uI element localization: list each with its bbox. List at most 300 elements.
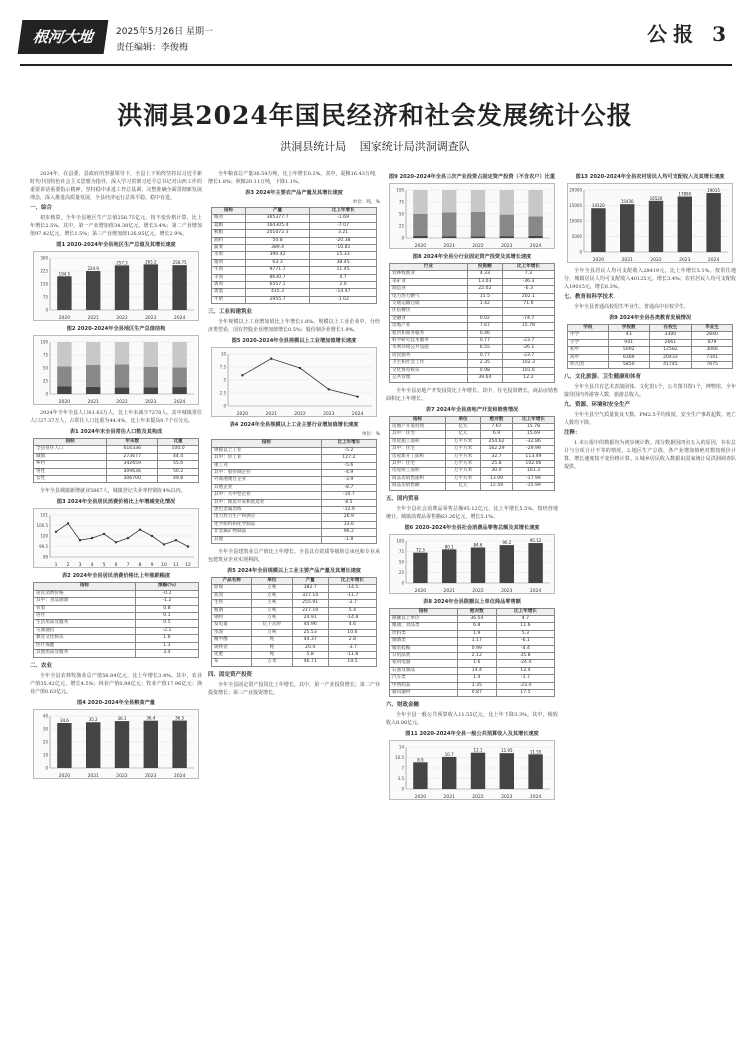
column-header: 在校生 xyxy=(649,325,692,332)
table-row xyxy=(390,667,555,674)
table-cell: 牛肉 xyxy=(212,267,246,274)
table-cell: 20.4 xyxy=(292,644,328,651)
x-tick-label: 2020 xyxy=(236,412,249,418)
figure-caption: 图11 2020-2024年全县一般公共预算收入及其增长速度 xyxy=(405,731,539,738)
x-tick-label: 2021 xyxy=(621,258,633,263)
table-cell: 其中：轻工业 xyxy=(212,455,322,462)
x-tick-label: 12 xyxy=(185,563,191,569)
table-row xyxy=(212,237,377,244)
table-cell: 万平方米 xyxy=(445,438,480,445)
column-header: 学段 xyxy=(568,325,609,332)
y-tick-label: 25 xyxy=(398,569,404,575)
table-row xyxy=(390,431,555,438)
table-row xyxy=(34,590,199,597)
table-cell: 万平方米 xyxy=(445,475,480,482)
table-cell: 布 xyxy=(212,659,252,666)
table-row xyxy=(390,301,555,308)
figure-caption: 图5 2020-2024年全县规模以上工业增加值增长速度 xyxy=(231,338,357,345)
body-paragraph: 全年规模以上工业增加值比上年增长1.8%。规模以上工业企业中，分经济类型看，国有控股企业增加值增长0.5%；股份制企业增长1.9%。 xyxy=(208,319,380,334)
table-cell: 房屋竣工面积 xyxy=(390,468,446,475)
chart-bar xyxy=(172,720,186,767)
table-cell: 羊肉 xyxy=(212,274,246,281)
x-tick-label: 2023 xyxy=(501,795,513,801)
x-tick-label: 2022 xyxy=(116,316,128,321)
data-point xyxy=(356,396,358,398)
y-tick-label: 40 xyxy=(42,713,48,718)
chart-bar xyxy=(500,545,514,583)
y-tick-label: 0 xyxy=(45,391,48,397)
table-cell: -11.8 xyxy=(328,652,376,659)
table-cell: 男性 xyxy=(34,468,107,475)
table-cell: 文化体育娱乐 xyxy=(390,367,468,374)
table-cell: -20.38 xyxy=(310,237,377,244)
column-header: 比上年增长 xyxy=(310,208,377,215)
table-row xyxy=(390,345,555,352)
y-tick-label: 0 xyxy=(401,580,404,586)
table-row xyxy=(212,282,377,289)
table-cell: 吨 xyxy=(252,644,292,651)
table-cell: 43 xyxy=(608,332,649,339)
table-cell: 吨 xyxy=(252,637,292,644)
table-cell: 11.45 xyxy=(310,267,377,274)
table-row xyxy=(212,659,377,666)
table-row xyxy=(212,529,377,536)
table-cell: -15.99 xyxy=(512,483,554,490)
data-label: 11.95 xyxy=(501,748,513,754)
y-tick-label: 15000 xyxy=(569,203,582,208)
table-row xyxy=(390,468,555,475)
table-cell: 9771.7 xyxy=(245,267,309,274)
table-cell: 1.3 xyxy=(135,642,198,649)
body-paragraph: 全年全县一般公共预算收入11.55亿元，比上年下降3.3%。其中，税收收入8.06亿元。 xyxy=(386,712,558,727)
y-tick-label: 0 xyxy=(579,249,582,255)
table-row xyxy=(212,499,377,506)
y-tick-label: 75 xyxy=(398,199,404,205)
chart-bar xyxy=(706,193,720,252)
editor-credit: 责任编辑：李俊梅 xyxy=(116,43,189,53)
table-cell: -1.02 xyxy=(310,296,377,303)
table-cell: 36.54 xyxy=(457,615,496,622)
body-paragraph: 全年全县共有艺术表演团体，文化馆1个，公共图书馆1个，博物馆。全年接待国内外游客人数，旅游总收入。 xyxy=(564,384,736,399)
y-tick-label: 101 xyxy=(40,512,48,518)
y-tick-label: 20000 xyxy=(569,187,582,193)
table-row xyxy=(212,652,377,659)
table-row xyxy=(212,615,377,622)
table-cell: 规模以上工业 xyxy=(212,447,322,454)
y-tick-label: 0 xyxy=(401,235,404,241)
table-cell: 3066 xyxy=(692,347,733,354)
column-header: 指标 xyxy=(390,608,458,615)
table-cell: 201072.3 xyxy=(245,230,309,237)
data-label: 15430 xyxy=(620,199,634,205)
x-tick-label: 2 xyxy=(66,563,70,569)
x-tick-label: 2021 xyxy=(443,588,455,594)
data-point xyxy=(127,537,129,539)
table-row xyxy=(212,462,377,469)
table-cell: 19.5 xyxy=(328,659,376,666)
table-cell: 亿元 xyxy=(445,423,480,430)
column-header: 单位 xyxy=(445,416,480,423)
table-cell: 中学 xyxy=(568,332,609,339)
section-heading: 九、资源、环境和安全生产 xyxy=(564,402,631,409)
x-tick-label: 2020 xyxy=(414,588,427,594)
figure-caption: 图3 2024年全县居民消费价格比上年增减变化情况 xyxy=(56,499,176,506)
data-label: 36.4 xyxy=(146,715,156,721)
table-cell: 1.9 xyxy=(457,630,496,637)
data-point xyxy=(328,388,330,390)
table-cell: 50.2 xyxy=(158,468,199,475)
table-cell: -7.07 xyxy=(310,222,377,229)
column-header: 指标 xyxy=(212,208,246,215)
table-cell: 4.33 xyxy=(467,271,502,278)
table-cell: 非金属矿物制品 xyxy=(212,529,322,536)
page-header xyxy=(20,14,732,66)
table-cell: 初中 xyxy=(568,347,609,354)
data-point xyxy=(299,367,301,369)
table-cell: 13.09 xyxy=(481,475,513,482)
table-cell: 0.46 xyxy=(467,330,502,337)
table-row xyxy=(212,274,377,281)
body-paragraph: 全年全县房地产开发投资比上年增长。其中，住宅投资增长。商品房销售面积比上年增长。 xyxy=(386,387,558,402)
table-cell: 石油及制品 xyxy=(390,667,458,674)
table-row xyxy=(212,536,377,543)
x-tick-label: 2020 xyxy=(58,773,71,779)
y-tick-label: 25 xyxy=(42,378,48,384)
table-row xyxy=(390,271,555,278)
table-caption: 表5 2024年全县规模以上工业主要产品产量及其增长速度 xyxy=(227,567,361,574)
table-cell: 202.1 xyxy=(502,293,554,300)
table-cell: 217.19 xyxy=(292,607,328,614)
table-cell: 1.17 xyxy=(457,638,496,645)
table-header-row xyxy=(212,577,377,584)
table-row xyxy=(390,690,555,697)
data-label: 10.7 xyxy=(444,752,454,758)
data-label: 12.1 xyxy=(473,748,483,754)
data-label: 36.1 xyxy=(117,715,127,721)
section-heading: 六、财政金融 xyxy=(386,702,420,709)
column-header: 毕业生 xyxy=(692,325,733,332)
table-cell: 0.1 xyxy=(135,613,198,620)
column-header: 绝对数 xyxy=(457,608,496,615)
x-tick-label: 2023 xyxy=(679,258,691,263)
column-header: 行业 xyxy=(390,264,468,271)
body-paragraph: 全年全县农林牧渔业总产值56.84亿元，比上年增长3.4%。其中，农业产值35.42亿元，增长4.5%；林业产值0.98亿元；牧业产值17.96亿元；渔业产值0.63亿元。 xyxy=(30,672,202,695)
table-cell: 306700 xyxy=(107,476,158,483)
table-row xyxy=(34,468,199,475)
table-row xyxy=(34,446,199,453)
table-cell: 12582 xyxy=(649,347,692,354)
table-cell: 电力热力生产和供应 xyxy=(212,514,322,521)
table-header-row xyxy=(390,416,555,423)
table-row xyxy=(390,375,555,382)
table-cell: -4.4 xyxy=(496,645,554,652)
section-heading: 三、工业和建筑业 xyxy=(208,309,253,316)
y-tick-label: 100 xyxy=(396,187,404,193)
y-tick-label: 0 xyxy=(45,765,48,770)
figure-caption: 图2 2020-2024年全县地区生产总值结构 xyxy=(66,326,166,332)
table-cell: 其中：煤炭开采和洗选业 xyxy=(212,499,322,506)
table-cell: 饮料类 xyxy=(390,630,458,637)
table-cell: -6.1 xyxy=(496,638,554,645)
table-cell: -1.69 xyxy=(310,215,377,222)
table-cell: 32.7 xyxy=(481,453,513,460)
table-row xyxy=(390,438,555,445)
x-tick-label: 8 xyxy=(138,563,142,569)
column-header: 指标 xyxy=(34,583,136,590)
retail-chart xyxy=(389,534,555,594)
table-cell xyxy=(502,308,554,315)
x-tick-label: 2024 xyxy=(351,412,364,418)
chart-bar xyxy=(413,214,427,236)
x-tick-label: 2020 xyxy=(414,244,427,249)
table-cell: 禽蛋 xyxy=(212,289,246,296)
table-cell: 万吨 xyxy=(252,629,292,636)
table-cell: 采矿业 xyxy=(390,278,468,285)
x-tick-label: 1 xyxy=(54,563,58,569)
table-cell: 0.02 xyxy=(467,315,502,322)
data-point xyxy=(79,539,81,541)
table-cell: 教育文化娱乐 xyxy=(34,635,136,642)
table-row xyxy=(212,521,377,528)
table-caption: 图8 2024年全县分行业固定资产投资及其增长速度 xyxy=(412,254,532,260)
chart-bar xyxy=(172,368,186,388)
chart-bar xyxy=(57,276,71,310)
column-2 xyxy=(208,170,380,1050)
table-cell: 0.77 xyxy=(467,352,502,359)
x-tick-label: 7 xyxy=(126,563,130,569)
x-tick-label: 2023 xyxy=(145,773,157,779)
chart-bar xyxy=(649,201,663,252)
data-label: 72.3 xyxy=(415,547,425,553)
table-cell: 中西药品 xyxy=(390,682,458,689)
table-cell: 服装鞋帽 xyxy=(390,645,458,652)
table-cell: -8.7 xyxy=(321,484,376,491)
population-table xyxy=(33,438,199,483)
table-row xyxy=(212,514,377,521)
cpi-chart xyxy=(33,508,199,568)
table-cell: 万吨 xyxy=(252,585,292,592)
y-tick-label: 25 xyxy=(398,223,404,229)
table-cell: 100.0 xyxy=(158,446,199,453)
table-row xyxy=(34,642,199,649)
table-row xyxy=(212,644,377,651)
body-paragraph: 全年粮食总产量36.54万吨，比上年增长0.2%。其中，夏粮16.43万吨，增长1.8%；秋粮20.11万吨，下降1.1%。 xyxy=(208,171,380,185)
table-cell: 2.8 xyxy=(328,637,376,644)
table-cell: 0.8 xyxy=(135,605,198,612)
table-row xyxy=(34,620,199,627)
table-cell: 精甲醇 xyxy=(212,637,252,644)
table-cell: 原煤 xyxy=(212,585,252,592)
table-cell: 1.6 xyxy=(457,660,496,667)
column-header: 投资额 xyxy=(467,264,502,271)
table-cell: 化肥 xyxy=(212,652,252,659)
table-row xyxy=(390,367,555,374)
data-label: 84.6 xyxy=(473,542,483,548)
x-tick-label: 2022 xyxy=(650,258,662,263)
table-cell: 2840 xyxy=(692,332,733,339)
table-cell: 其中：住宅 xyxy=(390,460,446,467)
table-row xyxy=(34,476,199,483)
table-cell: 39.64 xyxy=(467,375,502,382)
table-row xyxy=(390,460,555,467)
table-cell: -29.99 xyxy=(512,446,554,453)
table-cell: 1.42 xyxy=(467,301,502,308)
table-cell: -36.3 xyxy=(502,278,554,285)
table-cell: -23.7 xyxy=(502,338,554,345)
table-cell: -5.2 xyxy=(321,447,376,454)
x-tick-label: 2020 xyxy=(58,400,71,405)
y-tick-label: 10 xyxy=(220,351,226,357)
table-cell: 粮食 xyxy=(212,215,246,222)
table-cell: 254.62 xyxy=(481,438,513,445)
data-point xyxy=(270,358,272,360)
table-cell: 家用电器 xyxy=(390,660,458,667)
table-cell: 2.35 xyxy=(467,360,502,367)
table-cell: 7341 xyxy=(692,354,733,361)
table-cell: 3.4 xyxy=(135,650,198,657)
table-cell: 2661 xyxy=(649,339,692,346)
table-cell: 其中：大中型企业 xyxy=(212,492,322,499)
column-header: 产品名称 xyxy=(212,577,252,584)
body-paragraph: 初步核算，全年全县地区生产总值258.75亿元，按不变价格计算，比上年增长2.5%。其中，第一产业增加值34.38亿元，增长3.4%；第二产业增加值97.42亿元，增长1.5%；第三产业增加值126.95亿元，增长2.9%。 xyxy=(30,215,202,237)
y-tick-label: 7 xyxy=(401,765,404,771)
y-tick-label: 99 xyxy=(42,554,48,560)
table-cell: 382.7 xyxy=(292,585,328,592)
data-point xyxy=(151,535,153,537)
table-cell: 万平方米 xyxy=(445,446,480,453)
y-tick-label: 10 xyxy=(42,752,48,757)
y-tick-label: 50 xyxy=(398,211,404,217)
table-cell: 71.6 xyxy=(502,301,554,308)
table-cell: 其他 xyxy=(212,536,322,543)
gdp-chart xyxy=(33,251,199,321)
table-cell: 高中 xyxy=(568,354,609,361)
rural-income-chart xyxy=(567,183,733,263)
table-cell: 44.4 xyxy=(158,453,199,460)
chart-bar xyxy=(86,342,100,365)
table-cell: 烟酒类 xyxy=(390,638,458,645)
table-cell: 127.2 xyxy=(321,455,376,462)
table-cell: 26.9 xyxy=(321,514,376,521)
table-row xyxy=(568,332,733,339)
data-label: 90.2 xyxy=(502,539,512,545)
chart-bar xyxy=(115,364,129,387)
table-cell: 4.6 xyxy=(328,622,376,629)
chart-bar xyxy=(86,387,100,394)
table-row xyxy=(390,453,555,460)
table-cell: 居住 xyxy=(34,613,136,620)
table-cell: 亿元 xyxy=(445,483,480,490)
table-cell: 8.5 xyxy=(321,499,376,506)
table-cell: 17.5 xyxy=(496,690,554,697)
table-cell: 2.0 xyxy=(310,282,377,289)
table-cell: 房地产开发投资 xyxy=(390,423,446,430)
table-cell: 日用品类 xyxy=(390,653,458,660)
table-cell: 55.6 xyxy=(158,461,199,468)
chart-bar xyxy=(144,342,158,367)
chart-bar xyxy=(115,342,129,364)
table-cell: 居民服务 xyxy=(390,352,468,359)
table-cell: 万吨 xyxy=(252,615,292,622)
table-cell: 102.06 xyxy=(512,460,554,467)
table-cell: 禽肉 xyxy=(212,282,246,289)
x-tick-label: 2024 xyxy=(173,316,186,321)
table-cell: 0.87 xyxy=(457,690,496,697)
table-cell: 水利环境公共设施 xyxy=(390,345,468,352)
chart-bar xyxy=(528,216,542,235)
table-cell: -4.9 xyxy=(321,469,376,476)
table-cell: 5.4 xyxy=(328,607,376,614)
table-cell: 水果 xyxy=(212,252,246,259)
data-label: 8.9 xyxy=(417,757,424,763)
y-tick-label: 100 xyxy=(40,533,48,539)
data-point xyxy=(139,529,141,531)
x-tick-label: 6 xyxy=(114,563,118,569)
x-tick-label: 2022 xyxy=(116,400,128,405)
table-cell: 365377.7 xyxy=(245,215,309,222)
table-cell: 63.3 xyxy=(245,259,309,266)
table-row xyxy=(212,484,377,491)
table-cell: 162.29 xyxy=(481,446,513,453)
table-cell: 其中：住宅 xyxy=(390,446,446,453)
table-cell: -10.7 xyxy=(321,492,376,499)
table-cell: 879 xyxy=(692,339,733,346)
table-cell: -32.86 xyxy=(512,438,554,445)
table-cell: -14.8 xyxy=(328,615,376,622)
table-cell: 生铁 xyxy=(212,600,252,607)
table-cell: 1.4 xyxy=(457,675,496,682)
table-cell: -6.3 xyxy=(502,286,554,293)
table-cell: 其他企业 xyxy=(212,484,322,491)
table-cell: 38.45 xyxy=(310,259,377,266)
x-tick-label: 2023 xyxy=(145,400,157,405)
x-tick-label: 2024 xyxy=(173,773,186,779)
table-cell: 2955.7 xyxy=(245,296,309,303)
chart-bar xyxy=(620,204,634,252)
chart-bar xyxy=(471,212,485,237)
y-tick-label: 3.5 xyxy=(397,776,404,782)
y-tick-label: 100 xyxy=(396,538,404,544)
table-cell: 万平方米 xyxy=(445,460,480,467)
column-header: 年末数 xyxy=(107,439,158,446)
education-table xyxy=(567,324,733,369)
chart-bar xyxy=(57,342,71,366)
data-label: 258.75 xyxy=(172,260,187,266)
x-tick-label: 2022 xyxy=(472,244,484,249)
table-cell: 11.5 xyxy=(467,293,502,300)
table-cell: -26.1 xyxy=(502,345,554,352)
table-cell: 15.78 xyxy=(512,423,554,430)
chart-bar xyxy=(471,236,485,238)
table-cell: 14.4 xyxy=(457,667,496,674)
section-heading: 二、农业 xyxy=(30,662,53,669)
table-cell: -1.2 xyxy=(135,598,198,605)
table-row xyxy=(390,653,555,660)
figure-caption: 图1 2020-2024年全县地区生产总值及其增长速度 xyxy=(56,242,176,248)
y-tick-label: 50 xyxy=(42,365,48,371)
table-row xyxy=(568,339,733,346)
table-cell: 全县常住人口 xyxy=(34,446,107,453)
y-tick-label: 10.5 xyxy=(395,755,404,761)
table-cell: 粮油、食品类 xyxy=(390,623,458,630)
table-row xyxy=(390,675,555,682)
table-cell: 6369 xyxy=(608,354,649,361)
chart-bar xyxy=(413,190,427,214)
body-paragraph: 全年全县城镇新增就业5867人，城镇登记失业率控制在4%以内。 xyxy=(40,488,186,495)
table-row xyxy=(212,585,377,592)
y-tick-label: 10000 xyxy=(569,218,582,224)
column-4 xyxy=(564,170,736,1050)
